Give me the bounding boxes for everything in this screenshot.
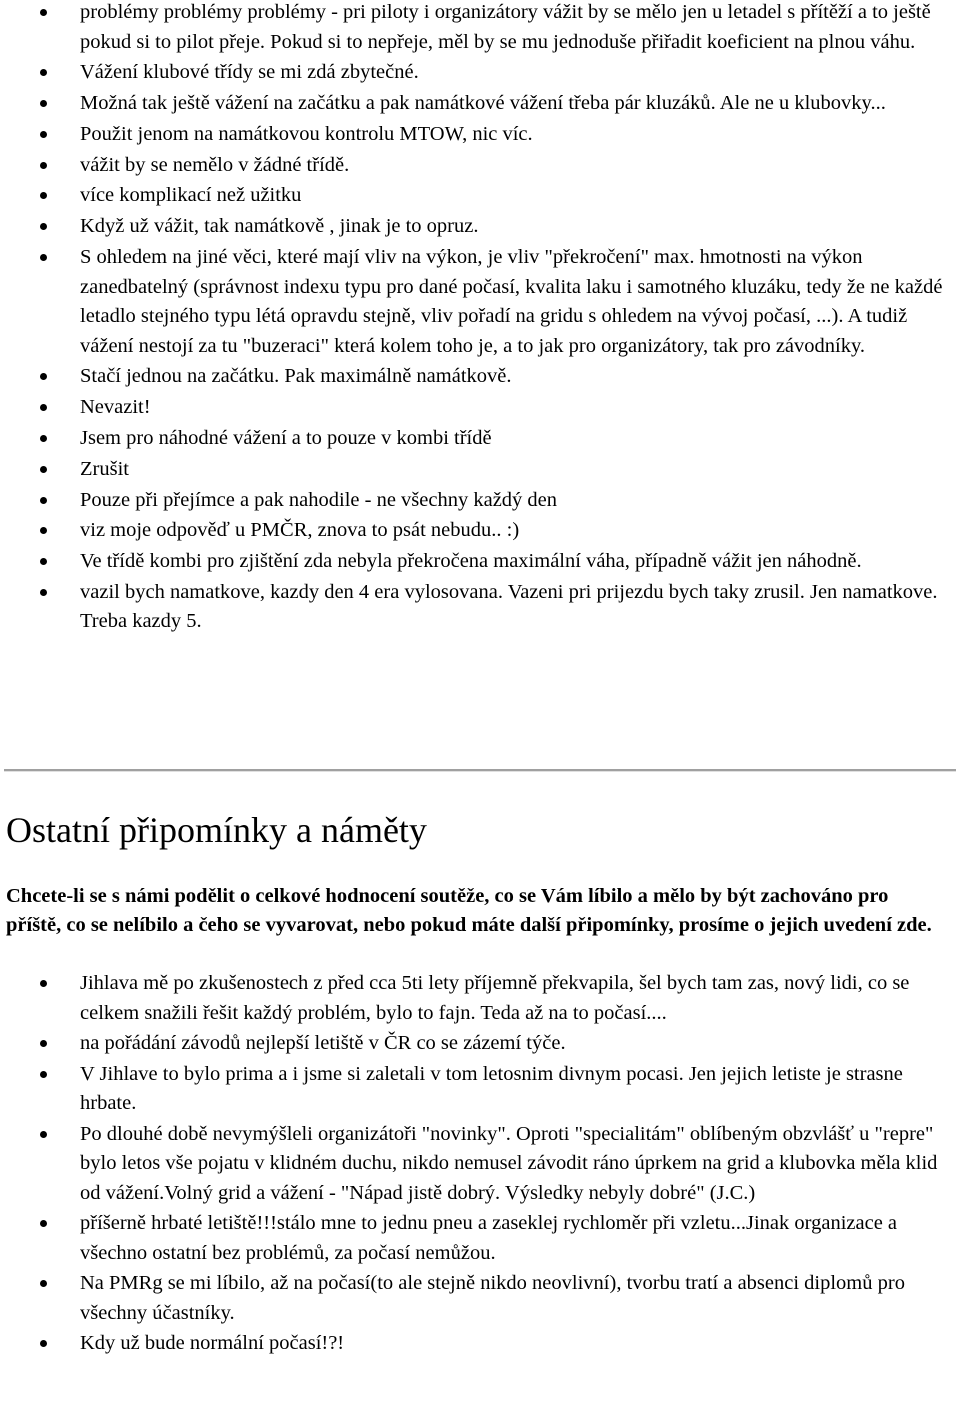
weighing-comments-list xyxy=(0,0,960,638)
section-heading: Ostatní připomínky a náměty xyxy=(6,810,427,850)
horizontal-divider xyxy=(4,769,956,772)
list-item: Možná tak ještě vážení na začátku a pak namátkové vážení třeba pár kluzáků. Ale ne u klubovky... xyxy=(0,89,960,119)
list-item: Pouze při přejímce a pak nahodile - ne všechny každý den xyxy=(0,486,960,516)
list-item: V Jihlave to bylo prima a i jsme si zaletali v tom letosnim divnym pocasi. Jen jejich letiste je strasne hrbate. xyxy=(0,1060,960,1119)
other-comments-list xyxy=(0,969,960,1360)
list-item: Kdy už bude normální počasí!?! xyxy=(0,1329,960,1359)
list-item: příšerně hrbaté letiště!!!stálo mne to jednu pneu a zaseklej rychloměr při vzletu...Jinak organizace a všechno ostatní bez problémů, za počasí nemůžou. xyxy=(0,1209,960,1268)
list-item: problémy problémy problémy - pri piloty i organizátory vážit by se mělo jen u letadel s přítěží a to ještě pokud si to pilot přeje. Pokud si to nepřeje, měl by se mu jednoduše přiřadit koeficient na plnou váhu. xyxy=(0,0,960,57)
list-item: S ohledem na jiné věci, které mají vliv na výkon, je vliv "překročení" max. hmotnosti na výkon zanedbatelný (správnost indexu typu pro dané počasí, kvalita laku i samotného kluzáku, tedy že ne každé letadlo stejného typu létá opravdu stejně, vliv pořadí na gridu s ohledem na vývoj počasí, ...). A tudiž vážení nestojí za tu "buzeraci" která kolem toho je, a to jak pro organizátory, tak pro závodníky. xyxy=(0,243,960,361)
list-item: Použit jenom na namátkovou kontrolu MTOW, nic víc. xyxy=(0,120,960,150)
section-intro: Chcete-li se s námi podělit o celkové hodnocení soutěže, co se Vám líbilo a mělo by být zachováno pro příště, co se nelíbilo a čeho se vyvarovat, nebo pokud máte další připomínky, prosíme o jejich uvedení zde. xyxy=(6,885,932,936)
list-item: Na PMRg se mi líbilo, až na počasí(to ale stejně nikdo neovlivní), tvorbu tratí a absenci diplomů pro všechny účastníky. xyxy=(0,1269,960,1328)
list-item: Stačí jednou na začátku. Pak maximálně namátkově. xyxy=(0,362,960,392)
list-item: Ve třídě kombi pro zjištění zda nebyla překročena maximální váha, případně vážit jen náhodně. xyxy=(0,547,960,577)
list-item: více komplikací než užitku xyxy=(0,181,960,211)
list-item: Jsem pro náhodné vážení a to pouze v kombi třídě xyxy=(0,424,960,454)
list-item: vážit by se nemělo v žádné třídě. xyxy=(0,151,960,181)
list-item: na pořádání závodů nejlepší letiště v ČR co se zázemí týče. xyxy=(0,1029,960,1059)
list-item: Když už vážit, tak namátkově , jinak je to opruz. xyxy=(0,212,960,242)
list-item: vazil bych namatkove, kazdy den 4 era vylosovana. Vazeni pri prijezdu bych taky zrusil. Jen namatkove. Treba kazdy 5. xyxy=(0,578,960,637)
list-item: Po dlouhé době nevymýšleli organizátoři "novinky". Oproti "specialitám" oblíbeným obzvlášť u "repre" bylo letos vše pojatu v klidném duchu, nikdo nemusel závodit ráno úprkem na grid a klubovka měla klid od vážení.Volný grid a vážení - "Nápad jistě dobrý. Výsledky nebyly dobré" (J.C.) xyxy=(0,1120,960,1209)
list-item: Vážení klubové třídy se mi zdá zbytečné. xyxy=(0,58,960,88)
list-item: Nevazit! xyxy=(0,393,960,423)
list-item: Jihlava mě po zkušenostech z před cca 5ti lety příjemně překvapila, šel bych tam zas, nový lidi, co se celkem snažili řešit každý problém, bylo to fajn. Teda až na to počasí.... xyxy=(0,969,960,1028)
list-item: Zrušit xyxy=(0,455,960,485)
list-item: viz moje odpověď u PMČR, znova to psát nebudu.. :) xyxy=(0,516,960,546)
